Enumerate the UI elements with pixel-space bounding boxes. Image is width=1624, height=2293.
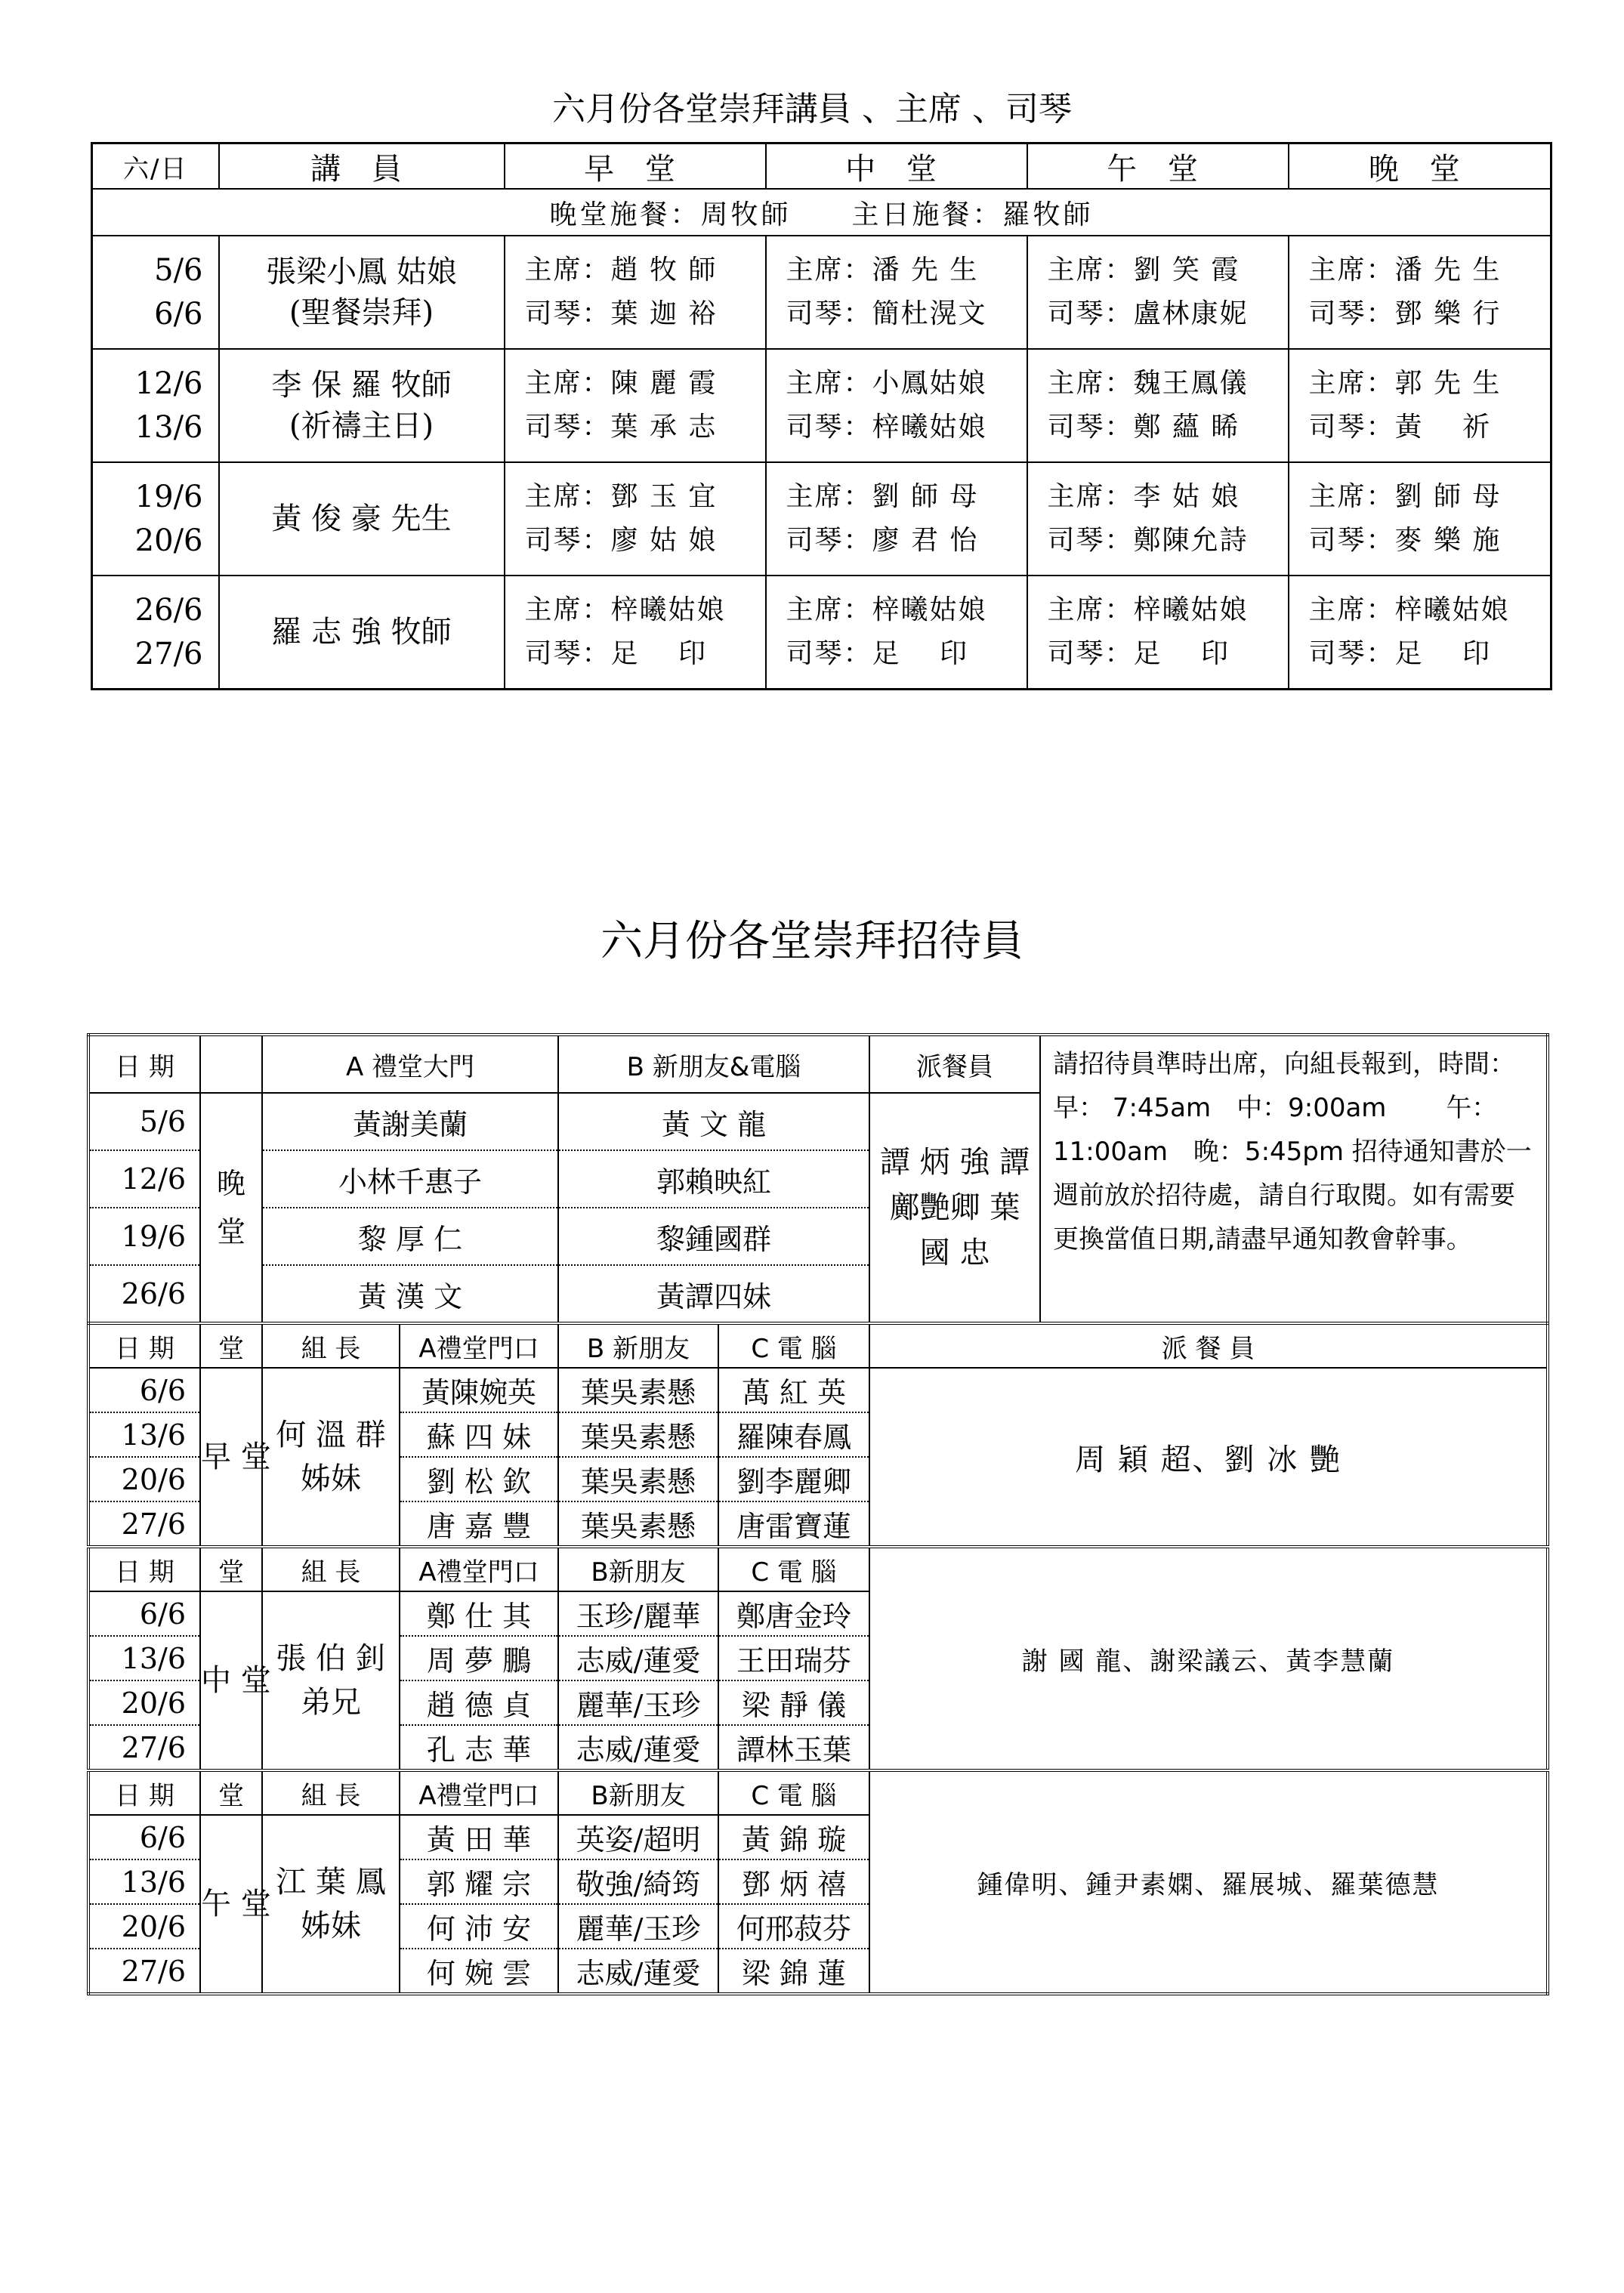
pianist: 司琴：黃 祈 (1308, 412, 1491, 443)
early-slot (505, 576, 766, 690)
door-usher: 何 婉 雲 (400, 1949, 558, 1994)
date: 19/6 (88, 1208, 200, 1265)
newcomer-usher: 志威/蓮愛 (558, 1949, 718, 1994)
mid-leader: 張 伯 釗 弟兄 (262, 1591, 400, 1770)
mid-service-label: 中 堂 (200, 1591, 262, 1770)
date: 27/6 (88, 1725, 200, 1770)
mid-slot (766, 462, 1027, 576)
week-row (92, 576, 1551, 690)
speaker-name: 張梁小鳳 姑娘 (266, 255, 457, 289)
header-evening: 晚 堂 (1289, 144, 1551, 190)
afternoon-slot (1027, 462, 1289, 576)
newcomer-usher: 葉吳素懸 (558, 1412, 718, 1457)
evening-slot (1289, 236, 1551, 349)
header-meal-distributor: 派 餐 員 (869, 1323, 1548, 1368)
speaker-name: 羅 志 強 牧師 (271, 615, 452, 650)
mid-header-row (88, 1547, 1548, 1591)
chair: 主席：梓曦姑娘 (786, 594, 987, 625)
early-dispatchers: 周 穎 超、劉 冰 艷 (869, 1368, 1548, 1547)
usher-title: 六月份各堂崇拜招待員 (601, 917, 1023, 966)
chair: 主席：劉 師 母 (786, 481, 979, 512)
newcomer-usher: 志威/蓮愛 (558, 1725, 718, 1770)
header-leader: 組 長 (262, 1323, 400, 1368)
speaker-name: 黃 俊 豪 先生 (271, 501, 452, 536)
header-newcomer: B新朋友 (558, 1770, 718, 1815)
evening-slot (1289, 349, 1551, 462)
door-usher: 蘇 四 妹 (400, 1412, 558, 1457)
chair: 主席：魏王鳳儀 (1047, 368, 1249, 399)
date-sat: 19/6 (134, 480, 203, 514)
door-usher: 何 沛 安 (400, 1904, 558, 1949)
speaker-note: (祈禱主日) (289, 409, 434, 443)
meal-row (92, 189, 1551, 236)
week-dates (92, 462, 219, 576)
header-leader: 組 長 (262, 1547, 400, 1591)
chair: 主席：鄧 玉 宜 (524, 481, 718, 512)
week-dates (92, 349, 219, 462)
early-slot (505, 462, 766, 576)
computer-usher: 王田瑞芬 (718, 1636, 869, 1680)
header-early: 早 堂 (505, 144, 766, 190)
date: 13/6 (88, 1412, 200, 1457)
header-newcomer-computer: B 新朋友&電腦 (558, 1035, 869, 1093)
speaker-cell (219, 462, 505, 576)
door-usher: 黃 田 華 (400, 1815, 558, 1859)
newcomer-usher: 英姿/超明 (558, 1815, 718, 1859)
mid-dispatchers: 謝 國 龍、謝梁議云、黃李慧蘭 (869, 1547, 1548, 1770)
pianist: 司琴：足 印 (786, 638, 968, 669)
newcomer-usher: 郭賴映紅 (558, 1150, 869, 1208)
header-date: 六/日 (92, 144, 219, 190)
pianist: 司琴：鄭 蘊 睎 (1047, 412, 1240, 443)
main-door-usher: 黃謝美蘭 (262, 1093, 558, 1150)
header-speaker: 講 員 (219, 144, 505, 190)
week-row (92, 236, 1551, 349)
newcomer-usher: 黎鍾國群 (558, 1208, 869, 1265)
computer-usher: 羅陳春鳳 (718, 1412, 869, 1457)
date-sun: 20/6 (134, 523, 203, 558)
date-sun: 27/6 (134, 637, 203, 671)
afternoon-service-label: 午 堂 (200, 1815, 262, 1994)
header-leader: 組 長 (262, 1770, 400, 1815)
header-blank (200, 1035, 262, 1093)
date: 6/6 (88, 1368, 200, 1412)
pianist: 司琴：盧林康妮 (1047, 298, 1249, 329)
chair: 主席：李 姑 娘 (1047, 481, 1240, 512)
speaker-cell (219, 349, 505, 462)
afternoon-leader: 江 葉 鳳 姊妹 (262, 1815, 400, 1994)
schedule-title: 六月份各堂崇拜講員 、主席 、司琴 (552, 90, 1072, 128)
date: 5/6 (88, 1093, 200, 1150)
sunday-meal: 主日施餐：羅牧師 (851, 199, 1094, 230)
date-sun: 6/6 (154, 297, 203, 332)
early-header-row (88, 1323, 1548, 1368)
date-sat: 5/6 (154, 253, 203, 288)
chair: 主席：劉 笑 霞 (1047, 255, 1240, 285)
speaker-cell (219, 236, 505, 349)
speaker-name: 李 保 羅 牧師 (271, 368, 452, 403)
date-sat: 26/6 (134, 593, 203, 628)
service-usher-table (87, 1322, 1549, 1995)
newcomer-usher: 黃 文 龍 (558, 1093, 869, 1150)
newcomer-usher: 玉珍/麗華 (558, 1591, 718, 1636)
mid-slot (766, 236, 1027, 349)
date: 6/6 (88, 1591, 200, 1636)
pianist: 司琴：簡杜滉文 (786, 298, 987, 329)
speaker-schedule-table (91, 142, 1552, 690)
door-usher: 唐 嘉 豐 (400, 1501, 558, 1547)
chair: 主席：梓曦姑娘 (1047, 594, 1249, 625)
door-usher: 鄭 仕 其 (400, 1591, 558, 1636)
pianist: 司琴：足 印 (524, 638, 707, 669)
pianist: 司琴：麥 樂 施 (1308, 525, 1502, 556)
mid-slot (766, 576, 1027, 690)
speaker-cell (219, 576, 505, 690)
newcomer-usher: 葉吳素懸 (558, 1368, 718, 1412)
newcomer-usher: 敬強/綺筠 (558, 1859, 718, 1904)
pianist: 司琴：梓曦姑娘 (786, 412, 987, 443)
date-sat: 12/6 (134, 366, 203, 401)
chair: 主席：梓曦姑娘 (524, 594, 726, 625)
early-slot (505, 236, 766, 349)
header-computer: C 電 腦 (718, 1770, 869, 1815)
date: 27/6 (88, 1501, 200, 1547)
header-mid: 中 堂 (766, 144, 1027, 190)
evening-slot (1289, 576, 1551, 690)
header-newcomer: B 新朋友 (558, 1323, 718, 1368)
afternoon-slot (1027, 236, 1289, 349)
chair: 主席：趙 牧 師 (524, 255, 718, 285)
door-usher: 黃陳婉英 (400, 1368, 558, 1412)
schedule-header-row (92, 144, 1551, 190)
pianist: 司琴：足 印 (1308, 638, 1491, 669)
chair: 主席：陳 麗 霞 (524, 368, 718, 399)
week-dates (92, 236, 219, 349)
speaker-note: (聖餐崇拜) (289, 295, 434, 330)
chair: 主席：小鳳姑娘 (786, 368, 987, 399)
date: 20/6 (88, 1904, 200, 1949)
early-slot (505, 349, 766, 462)
header-service: 堂 (200, 1323, 262, 1368)
meal-distributors: 譚 炳 強 譚鄺艷卿 葉 國 忠 (869, 1093, 1040, 1323)
newcomer-usher: 葉吳素懸 (558, 1501, 718, 1547)
usher-instructions: 請招待員準時出席，向組長報到，時間：早： 7:45am 中：9:00am 午：11:00am 晚：5:45pm 招待通知書於一週前放於招待處，請自行取閱。如有需要更換當值日期,請盡早通知教會幹事。 (1040, 1035, 1548, 1323)
early-row (88, 1368, 1548, 1412)
header-afternoon: 午 堂 (1027, 144, 1289, 190)
header-service: 堂 (200, 1547, 262, 1591)
afternoon-header-row (88, 1770, 1548, 1815)
door-usher: 周 夢 鵬 (400, 1636, 558, 1680)
chair: 主席：梓曦姑娘 (1308, 594, 1510, 625)
pianist: 司琴：足 印 (1047, 638, 1230, 669)
door-usher: 郭 耀 宗 (400, 1859, 558, 1904)
header-door: A禮堂門口 (400, 1770, 558, 1815)
afternoon-slot (1027, 349, 1289, 462)
computer-usher: 梁 靜 儀 (718, 1680, 869, 1725)
chair: 主席：潘 先 生 (1308, 255, 1502, 285)
door-usher: 劉 松 欽 (400, 1457, 558, 1501)
newcomer-usher: 黃譚四妹 (558, 1265, 869, 1323)
date: 20/6 (88, 1680, 200, 1725)
header-service: 堂 (200, 1770, 262, 1815)
newcomer-usher: 麗華/玉珍 (558, 1904, 718, 1949)
evening-header-row (88, 1035, 1548, 1093)
computer-usher: 譚林玉葉 (718, 1725, 869, 1770)
computer-usher: 劉李麗卿 (718, 1457, 869, 1501)
header-date: 日 期 (88, 1323, 200, 1368)
early-leader: 何 溫 群 姊妹 (262, 1368, 400, 1547)
date-sun: 13/6 (134, 410, 203, 445)
header-distributor: 派餐員 (869, 1035, 1040, 1093)
computer-usher: 唐雷寶蓮 (718, 1501, 869, 1547)
pianist: 司琴：鄭陳允詩 (1047, 525, 1249, 556)
computer-usher: 何邢菽芬 (718, 1904, 869, 1949)
header-newcomer: B新朋友 (558, 1547, 718, 1591)
newcomer-usher: 葉吳素懸 (558, 1457, 718, 1501)
date: 13/6 (88, 1636, 200, 1680)
week-row (92, 349, 1551, 462)
main-door-usher: 小林千惠子 (262, 1150, 558, 1208)
pianist: 司琴：葉 迦 裕 (524, 298, 718, 329)
computer-usher: 萬 紅 英 (718, 1368, 869, 1412)
afternoon-dispatchers: 鍾偉明、鍾尹素嫻、羅展城、羅葉德慧 (869, 1770, 1548, 1994)
date: 13/6 (88, 1859, 200, 1904)
computer-usher: 梁 錦 蓮 (718, 1949, 869, 1994)
computer-usher: 黃 錦 璇 (718, 1815, 869, 1859)
evening-service-label: 晚 堂 (200, 1093, 262, 1323)
newcomer-usher: 志威/蓮愛 (558, 1636, 718, 1680)
afternoon-slot (1027, 576, 1289, 690)
header-computer: C 電 腦 (718, 1323, 869, 1368)
date: 12/6 (88, 1150, 200, 1208)
header-date: 日 期 (88, 1547, 200, 1591)
meal-note (92, 189, 1551, 236)
chair: 主席：郭 先 生 (1308, 368, 1502, 399)
header-door: A禮堂門口 (400, 1323, 558, 1368)
pianist: 司琴：廖 君 怡 (786, 525, 979, 556)
header-computer: C 電 腦 (718, 1547, 869, 1591)
evening-meal: 晚堂施餐：周牧師 (549, 199, 792, 230)
main-door-usher: 黎 厚 仁 (262, 1208, 558, 1265)
computer-usher: 鄭唐金玲 (718, 1591, 869, 1636)
pianist: 司琴：葉 承 志 (524, 412, 718, 443)
evening-slot (1289, 462, 1551, 576)
pianist: 司琴：鄧 樂 行 (1308, 298, 1502, 329)
header-door: A禮堂門口 (400, 1547, 558, 1591)
header-date: 日 期 (88, 1035, 200, 1093)
early-service-label: 早 堂 (200, 1368, 262, 1547)
newcomer-usher: 麗華/玉珍 (558, 1680, 718, 1725)
door-usher: 孔 志 華 (400, 1725, 558, 1770)
evening-usher-table (87, 1033, 1549, 1325)
mid-slot (766, 349, 1027, 462)
chair: 主席：潘 先 生 (786, 255, 979, 285)
main-door-usher: 黃 漢 文 (262, 1265, 558, 1323)
door-usher: 趙 德 貞 (400, 1680, 558, 1725)
date: 26/6 (88, 1265, 200, 1323)
week-dates (92, 576, 219, 690)
week-row (92, 462, 1551, 576)
pianist: 司琴：廖 姑 娘 (524, 525, 718, 556)
computer-usher: 鄧 炳 禧 (718, 1859, 869, 1904)
date: 20/6 (88, 1457, 200, 1501)
date: 6/6 (88, 1815, 200, 1859)
chair: 主席：劉 師 母 (1308, 481, 1502, 512)
header-main-door: A 禮堂大門 (262, 1035, 558, 1093)
date: 27/6 (88, 1949, 200, 1994)
header-date: 日 期 (88, 1770, 200, 1815)
